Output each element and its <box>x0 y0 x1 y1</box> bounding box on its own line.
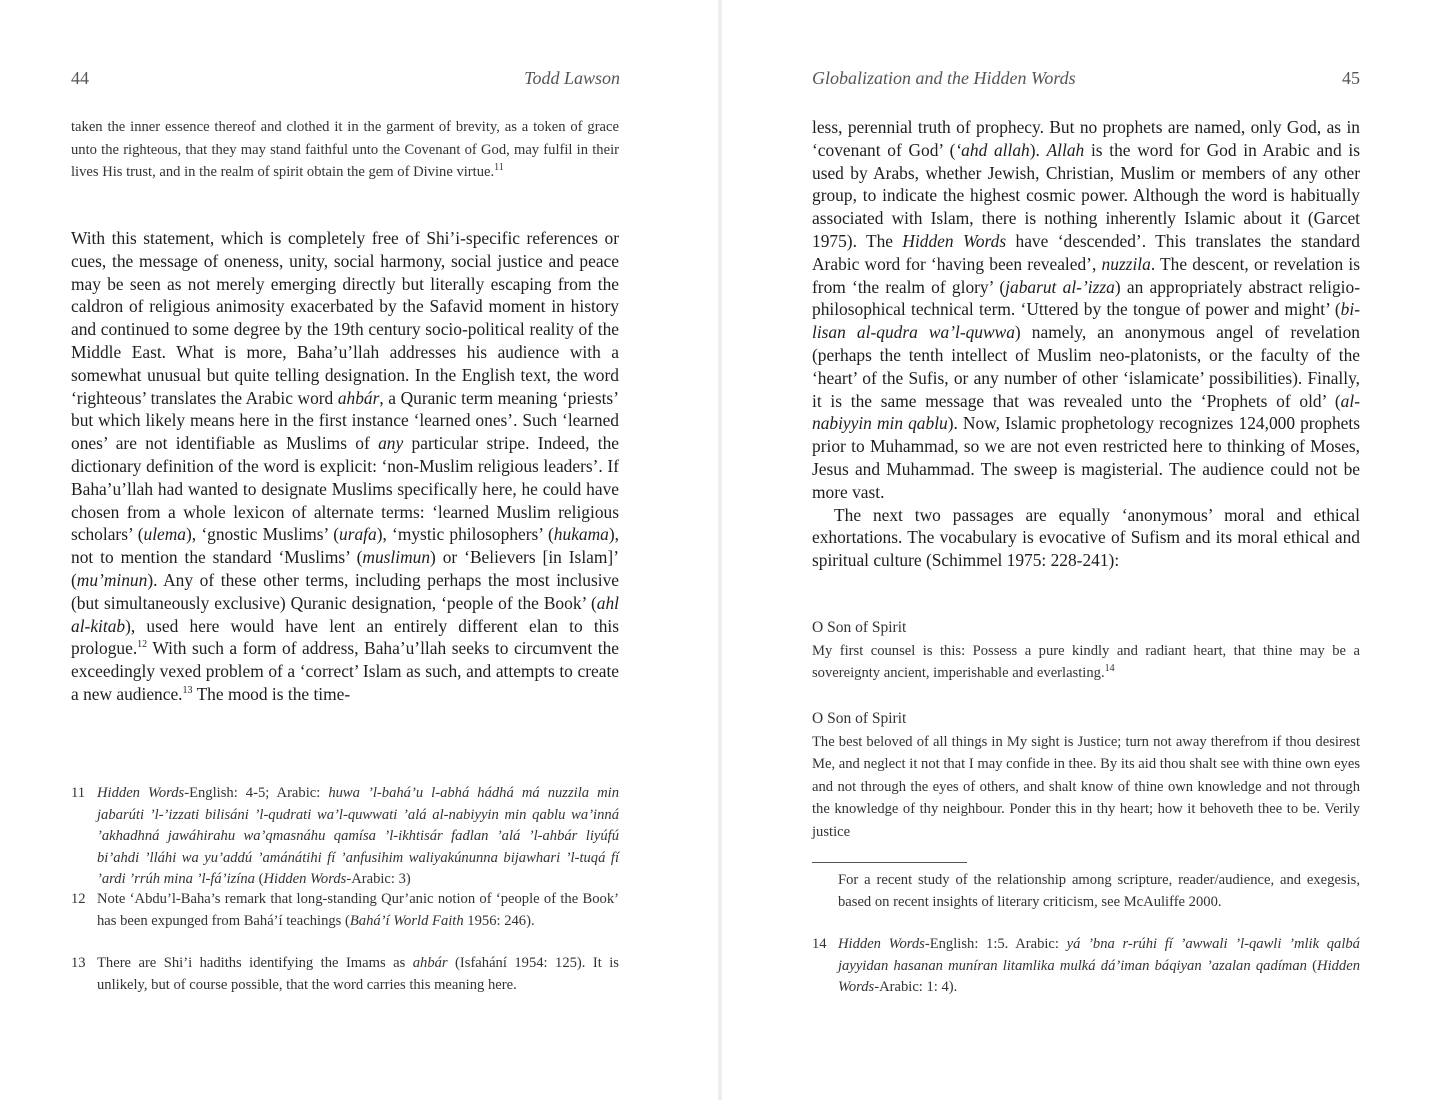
footnote-14 <box>812 934 1360 999</box>
right-folio: 45 <box>1342 68 1360 88</box>
text-run: ) namely, an anonymous angel of revelation (perhaps the tenth intellect of Muslim neo-platonists, or the faculty of the ‘heart’ of the Sufis, or any number of other ‘islamicate’ possibilities). Finally, it is the same message that was revealed unto the ‘Prophets of old’ ( <box>812 322 1360 411</box>
italic-term: jabarut al-’izza <box>1005 276 1115 297</box>
text-run: ), used here would have lent an entirely different elan to this prologue. <box>71 615 619 659</box>
text-run: ), not to mention the standard ‘Muslims’ ( <box>71 524 619 568</box>
quote-text: My first counsel is this: Possess a pure kindly and radiant heart, that thine may be a sovereignty ancient, imperishable and everlasting. <box>812 642 1360 682</box>
text-run: ). Any of these other terms, including perhaps the most inclusive (but simultaneously exclusive) Quranic designation, ‘people of the Book’ ( <box>71 569 619 613</box>
text-run: -Arabic: 3) <box>346 871 411 887</box>
text-run: There are Shi’i hadiths identifying the Imams as <box>97 955 413 971</box>
text-run: ) or ‘Believers [in Islam]’ ( <box>71 547 619 590</box>
footnote-continued <box>812 870 1360 913</box>
quote-heading: O Son of Spirit <box>812 619 907 636</box>
italic-term: mu’minun <box>76 569 148 590</box>
text-run: , a Quranic term meaning ‘priests’ but which likely means here in the first instance ‘learned ones’. Such ‘learned ones’ are not identifiable as Muslims of <box>71 387 619 454</box>
left-page <box>0 0 720 1100</box>
footnote-text: For a recent study of the relationship among scripture, reader/audience, and exegesis, based on recent insights of literary criticism, see McAuliffe 2000. <box>838 872 1360 910</box>
italic-title: Hidden Words <box>838 936 925 952</box>
italic-term: hukama <box>553 524 609 545</box>
text-run: particular stripe. Indeed, the dictionary definition of the word is explicit: ‘non-Muslim religious leaders’. If Baha’u’llah had wanted to designate Muslims specifically here, he could have chosen from a whole lexicon of alternate terms: ‘learned Muslim religious scholars’ ( <box>71 433 619 545</box>
footnote-number: 14 <box>812 936 827 952</box>
text-run: With such a form of address, Baha’u’llah seeks to circumvent the exceedingly vexed problem of a ‘correct’ Islam as such, and attempts to create a new audience. <box>71 638 619 704</box>
text-run: ). <box>1029 139 1047 160</box>
transliteration: huwa ’l-bahá’u l-abhá hádhá má nuzzila min jabarúti ’l-’izzati bilisáni ’l-qudrati wa’l-quwwati ’alá al-nabiyyin min qablu wa’inná ’akhadhná jawáhirahu wa’qmasnáhu qamísa ’l-ikhtisár fadlan ’alá ’l-ahbár liyúfú bi’ahdi ’lláhi wa yu’addú ’amánátihi fí ’anfusihim waliyakúnunna bijawhari ’l-tuqá fí ’ardi ’rrúh mina ’l-fá’izína <box>97 785 619 887</box>
transliteration: yá ’bna r-rúhi fí ’awwali ’l-qawli ’mlik qalbá jayyidan hasanan muníran litamlika mulká dá’iman báqiyan ’azalan qadíman <box>838 936 1360 974</box>
italic-title: Hidden Words <box>838 957 1360 995</box>
footnote-number: 12 <box>71 891 86 907</box>
italic-title: Hidden Words <box>902 230 1007 251</box>
text-run: ( <box>254 871 264 887</box>
right-running-head: Globalization and the Hidden Words <box>812 68 1076 88</box>
italic-term: any <box>378 433 404 454</box>
italic-term: al-nabiyyin min qablu <box>812 390 1360 434</box>
footnote-ref-14[interactable]: 14 <box>1104 663 1115 675</box>
quote-heading: O Son of Spirit <box>812 710 907 727</box>
text-run: have ‘descended’. This translates the standard Arabic word for ‘having been revealed’, <box>812 230 1360 274</box>
footnote-ref-13[interactable]: 13 <box>182 685 193 697</box>
footnote-11 <box>71 783 619 891</box>
italic-term: muslimun <box>362 547 431 568</box>
italic-term: urafa <box>339 524 377 545</box>
left-running-head: Todd Lawson <box>524 68 620 88</box>
left-body-paragraph <box>71 227 619 706</box>
right-body-paragraph-1 <box>812 116 1360 572</box>
italic-term: bi-lisan al-qudra wa’l-quwwa <box>812 299 1360 343</box>
left-quote-block <box>71 116 619 184</box>
italic-title: Hidden Words <box>263 871 347 887</box>
quote-son-of-spirit-1 <box>812 617 1360 685</box>
quote-son-of-spirit-2 <box>812 708 1360 844</box>
footnote-12 <box>71 889 619 932</box>
quote-text: The best beloved of all things in My sight is Justice; turn not away therefrom if thou desirest Me, and neglect it not that I may confide in thee. By its aid thou shalt see with thine own eyes and not through the eyes of others, and shalt know of thine own knowledge and not through the knowledge of thy neighbour. Ponder this in thy heart; how it behoveth thee to be. Verily justice <box>812 733 1360 840</box>
italic-title: Hidden Words <box>97 785 185 801</box>
italic-term: nuzzila <box>1101 253 1151 274</box>
footnote-ref-11[interactable]: 11 <box>494 162 504 174</box>
italic-term: ulema <box>143 524 187 545</box>
text-run: (Isfahání 1954: 125). It is unlikely, but of course possible, that the word carries this meaning here. <box>97 955 619 993</box>
footnote-rule <box>812 862 967 863</box>
italic-term: ahl al-kitab <box>71 592 619 636</box>
text-run: ( <box>1306 957 1318 974</box>
text-run: -English: 4-5; Arabic: <box>184 785 329 801</box>
left-quote-text: taken the inner essence thereof and clothed it in the garment of brevity, as a token of grace unto the righteous, that they may stand faithful unto the Covenant of God, may fulfil in their lives His trust, and in the realm of spirit obtain the gem of Divine virtue. <box>71 119 619 181</box>
text-run: 1956: 246). <box>463 912 535 929</box>
text-run: Note ‘Abdu’l-Baha’s remark that long-standing Qur’anic notion of ‘people of the Book’ has been expunged from Bahá’í teachings ( <box>97 891 619 929</box>
text-run: is the word for God in Arabic and is used by Arabs, whether Jewish, Christian, Muslim or members of any other group, to indicate the highest cosmic power. Although the word is habitually associated with Islam, there is nothing inherently Islamic about it (Garcet 1975). The <box>812 139 1360 251</box>
italic-term: ‘ahd allah <box>955 139 1030 160</box>
footnote-number: 13 <box>71 955 86 971</box>
right-page <box>722 0 1450 1100</box>
text-run: -English: 1:5. Arabic: <box>924 936 1067 952</box>
text-run: . The descent, or revelation is from ‘the realm of glory’ ( <box>812 253 1360 297</box>
text-run: less, perennial truth of prophecy. But no prophets are named, only God, as in ‘covenant of God’ ( <box>812 117 1360 160</box>
footnote-number: 11 <box>71 785 86 801</box>
text-run: ), ‘gnostic Muslims’ ( <box>186 524 339 545</box>
text-run: With this statement, which is completely free of Shi’i-specific references or cues, the message of oneness, unity, social harmony, social justice and peace may be seen as not merely emerging directly but literally escaping from the caldron of religious animosity exacerbated by the Safavid moment in history and continued to some degree by the 19th century socio-political reality of the Middle East. What is more, Baha’u’llah addresses his audience with a somewhat unusual but quite telling designation. In the English text, the word ‘righteous’ translates the Arabic word <box>71 228 619 408</box>
italic-term: ahbár <box>412 955 448 971</box>
italic-title: Bahá’í World Faith <box>349 912 464 929</box>
footnote-13 <box>71 953 619 996</box>
left-folio: 44 <box>71 68 89 88</box>
footnote-ref-12[interactable]: 12 <box>137 639 148 651</box>
text-run: ). Now, Islamic prophetology recognizes 124,000 prophets prior to Muhammad, so we are not even restricted here to thinking of Moses, Jesus and Muhammad. The sweep is magisterial. The audience could not be more vast. <box>812 413 1360 502</box>
italic-term: ahbár <box>337 387 380 408</box>
text-run: The mood is the time- <box>192 683 351 704</box>
right-body-paragraph-2: The next two passages are equally ‘anonymous’ moral and ethical exhortations. The vocabulary is evocative of Sufism and its moral ethical and spiritual culture (Schimmel 1975: 228-241): <box>812 504 1360 571</box>
text-run: ) an appropriately abstract religio-philosophical technical term. ‘Uttered by the tongue of power and might’ ( <box>812 276 1360 320</box>
italic-term: Allah <box>1046 139 1085 160</box>
text-run: -Arabic: 1: 4). <box>874 979 958 995</box>
text-run: ), ‘mystic philosophers’ ( <box>376 524 554 545</box>
